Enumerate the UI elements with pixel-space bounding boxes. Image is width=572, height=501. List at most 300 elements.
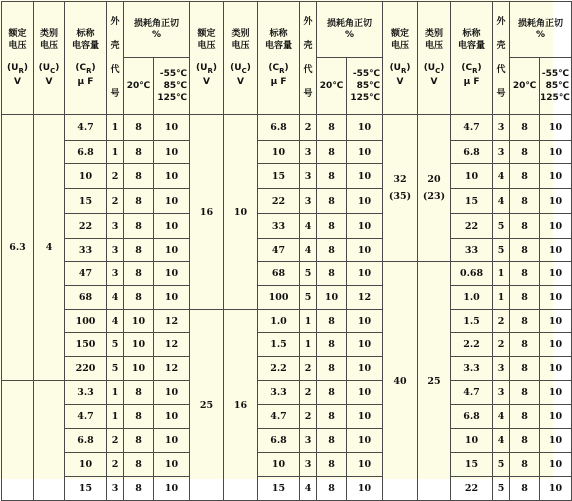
capacitance-cell: 0.68 (451, 262, 493, 286)
header-category-voltage-symbol (224, 62, 257, 77)
header-category-voltage (34, 2, 65, 115)
header-loss-20c-label: 20℃ (319, 80, 344, 91)
header-rated-voltage-symbol (190, 62, 223, 77)
header-nominal-capacitance-line1: 标称 (462, 28, 481, 39)
case-code-cell: 1 (107, 115, 124, 141)
capacitance-cell: 47 (65, 262, 107, 286)
loss-20c-cell: 8 (317, 381, 347, 405)
capacitance-cell: 10 (65, 164, 107, 189)
case-code-cell: 3 (107, 262, 124, 286)
loss-20c-cell: 8 (317, 239, 347, 262)
capacitance-cell: 3.3 (65, 381, 107, 405)
header-loss-tangent-unit: % (151, 29, 162, 40)
loss-20c-cell: 8 (124, 214, 154, 239)
loss-20c-cell: 8 (510, 286, 540, 310)
case-code-cell: 3 (107, 239, 124, 262)
loss-extreme-cell: 10 (540, 357, 572, 381)
case-code-cell: 2 (300, 381, 317, 405)
case-code-cell: 5 (493, 453, 510, 477)
header-rated-voltage-symbol-close: ) (23, 62, 28, 73)
capacitance-cell: 15 (258, 164, 300, 189)
header-nominal-capacitance-unit: μ F (77, 77, 94, 88)
loss-extreme-cell: 10 (347, 429, 383, 453)
loss-extreme-cell: 10 (347, 214, 383, 239)
capacitance-cell: 33 (65, 239, 107, 262)
loss-extreme-cell: 10 (540, 453, 572, 477)
table-row (2, 286, 572, 310)
loss-extreme-cell: 10 (347, 189, 383, 214)
loss-20c-cell: 8 (124, 381, 154, 405)
header-category-voltage-symbol-open: (U (423, 62, 436, 73)
case-code-cell: 3 (107, 477, 124, 501)
loss-20c-cell: 8 (510, 429, 540, 453)
case-code-cell: 5 (493, 214, 510, 239)
loss-extreme-cell: 10 (347, 164, 383, 189)
case-code-cell: 4 (107, 286, 124, 310)
loss-extreme-cell: 10 (154, 239, 190, 262)
header-rated-voltage-line2: 电压 (197, 40, 216, 51)
loss-20c-cell: 8 (317, 164, 347, 189)
capacitance-cell: 6.8 (65, 141, 107, 164)
loss-20c-cell: 8 (317, 214, 347, 239)
header-nominal-capacitance-symbol (258, 62, 299, 77)
loss-extreme-cell: 10 (540, 405, 572, 429)
loss-20c-cell: 8 (124, 239, 154, 262)
loss-extreme-cell: 10 (347, 405, 383, 429)
header-case-code (493, 2, 510, 115)
case-code-cell: 5 (107, 357, 124, 381)
loss-extreme-cell: 10 (540, 477, 572, 501)
header-nominal-capacitance-line2: 电容量 (265, 40, 293, 51)
loss-20c-cell: 8 (317, 429, 347, 453)
header-nominal-capacitance-unit: μ F (463, 77, 480, 88)
loss-extreme-cell: 10 (540, 310, 572, 333)
header-case-code-char: 代 (496, 65, 506, 75)
category-voltage-cell: 16 (224, 310, 258, 501)
header-loss-temps (154, 58, 190, 115)
loss-extreme-cell: 10 (154, 115, 190, 141)
loss-extreme-cell: 10 (154, 381, 190, 405)
capacitance-cell: 22 (65, 214, 107, 239)
case-code-cell: 5 (493, 477, 510, 501)
header-loss-temp-125: 125℃ (157, 93, 188, 103)
capacitance-cell: 4.7 (451, 381, 493, 405)
header-category-voltage-symbol-subscript: C (435, 66, 441, 75)
loss-extreme-cell: 10 (154, 262, 190, 286)
case-code-cell: 5 (300, 286, 317, 310)
header-loss-20c-label: 20℃ (126, 80, 151, 91)
capacitance-cell: 1.5 (451, 310, 493, 333)
loss-20c-cell: 8 (510, 477, 540, 501)
header-loss-tangent-title: 损耗角正切 (134, 18, 180, 29)
header-case-code-char: 外 (496, 17, 506, 27)
header-rated-voltage-unit: V (203, 77, 210, 88)
header-nominal-capacitance-line2: 电容量 (458, 40, 486, 51)
loss-20c-cell: 8 (510, 164, 540, 189)
capacitance-cell: 6.8 (451, 141, 493, 164)
header-case-code-char: 号 (303, 89, 313, 99)
category-voltage-cell: 10 (224, 115, 258, 310)
case-code-cell: 4 (493, 189, 510, 214)
case-code-cell: 2 (300, 115, 317, 141)
loss-20c-cell: 8 (510, 333, 540, 357)
loss-extreme-cell: 12 (154, 357, 190, 381)
header-rated-voltage-symbol (383, 62, 417, 77)
loss-20c-cell: 8 (510, 115, 540, 141)
capacitance-cell: 4.7 (65, 405, 107, 429)
header-rated-voltage-unit: V (396, 77, 404, 88)
header-category-voltage-symbol-close: ) (246, 62, 251, 73)
case-code-cell: 4 (300, 239, 317, 262)
header-nominal-capacitance (65, 2, 107, 115)
case-code-cell: 3 (300, 429, 317, 453)
case-code-cell: 3 (300, 453, 317, 477)
loss-extreme-cell: 10 (347, 381, 383, 405)
header-category-voltage-symbol-open: (U (230, 62, 242, 73)
case-code-cell: 3 (300, 141, 317, 164)
category-voltage-cell: 4 (34, 115, 65, 381)
header-rated-voltage-symbol-close: ) (406, 62, 411, 73)
capacitance-cell: 2.2 (258, 357, 300, 381)
loss-20c-cell: 8 (510, 310, 540, 333)
loss-20c-cell: 8 (510, 453, 540, 477)
capacitance-cell: 100 (258, 286, 300, 310)
loss-extreme-cell: 10 (347, 477, 383, 501)
header-category-voltage-unit: V (45, 77, 53, 88)
capacitance-cell: 10 (65, 453, 107, 477)
case-code-cell: 1 (300, 333, 317, 357)
header-category-voltage-symbol-open: (U (38, 62, 51, 73)
loss-extreme-cell: 10 (154, 429, 190, 453)
header-category-voltage-line2: 电压 (231, 40, 250, 51)
header-nominal-capacitance-symbol-subscript: R (279, 66, 285, 75)
header-rated-voltage-line1: 额定 (391, 28, 410, 39)
capacitance-cell: 150 (65, 333, 107, 357)
rated-voltage-cell: 25 (190, 310, 224, 501)
header-loss-20c (510, 58, 540, 115)
capacitance-cell: 6.8 (65, 429, 107, 453)
header-loss-temps (540, 58, 572, 115)
header-rated-voltage-symbol-subscript: R (18, 66, 24, 75)
loss-20c-cell: 8 (317, 141, 347, 164)
header-nominal-capacitance-line1: 标称 (269, 28, 288, 39)
loss-20c-cell: 10 (124, 357, 154, 381)
header-nominal-capacitance (258, 2, 300, 115)
loss-20c-cell: 8 (124, 453, 154, 477)
table-row (2, 381, 572, 405)
header-case-code-char: 代 (110, 65, 120, 75)
table-row (2, 141, 572, 164)
case-code-cell: 4 (300, 214, 317, 239)
loss-extreme-cell: 10 (540, 115, 572, 141)
loss-20c-cell: 10 (317, 286, 347, 310)
header-loss-temp-85: 85℃ (545, 81, 570, 91)
header-rated-voltage-symbol-close: ) (212, 62, 217, 73)
category-voltage-cell-alt-value: (23) (422, 191, 446, 202)
loss-extreme-cell: 10 (154, 477, 190, 501)
header-rated-voltage-line2: 电压 (391, 40, 410, 51)
table-row (2, 310, 572, 333)
table-row (2, 262, 572, 286)
header-loss-tangent (317, 2, 383, 58)
table-row (2, 453, 572, 477)
capacitance-cell: 6.8 (258, 115, 300, 141)
header-category-voltage-line1: 类别 (231, 28, 250, 39)
loss-20c-cell: 8 (317, 262, 347, 286)
table-row (2, 333, 572, 357)
header-loss-temp-85: 85℃ (163, 81, 188, 91)
capacitance-cell: 4.7 (451, 115, 493, 141)
header-case-code (107, 2, 124, 115)
capacitance-cell: 6.8 (451, 405, 493, 429)
header-nominal-capacitance-symbol-subscript: R (86, 66, 92, 75)
capacitance-cell: 6.8 (258, 429, 300, 453)
case-code-cell: 1 (493, 262, 510, 286)
loss-extreme-cell: 10 (540, 239, 572, 262)
capacitance-cell: 10 (258, 453, 300, 477)
header-category-voltage-unit: V (430, 77, 438, 88)
case-code-cell: 4 (493, 164, 510, 189)
loss-extreme-cell: 10 (540, 214, 572, 239)
header-category-voltage-symbol (418, 62, 450, 77)
header-nominal-capacitance-line2: 电容量 (71, 40, 99, 51)
capacitance-cell: 15 (258, 477, 300, 501)
case-code-cell: 3 (493, 381, 510, 405)
case-code-cell: 1 (107, 381, 124, 405)
header-loss-20c (124, 58, 154, 115)
case-code-cell: 3 (493, 357, 510, 381)
rated-voltage-cell-alt-value: (35) (388, 191, 412, 202)
case-code-cell: 2 (107, 189, 124, 214)
loss-extreme-cell: 10 (154, 214, 190, 239)
case-code-cell: 3 (107, 214, 124, 239)
loss-20c-cell: 8 (124, 164, 154, 189)
loss-20c-cell: 10 (124, 333, 154, 357)
header-loss-temp-125: 125℃ (540, 93, 570, 103)
capacitance-cell: 33 (451, 239, 493, 262)
loss-extreme-cell: 12 (347, 286, 383, 310)
loss-20c-cell: 8 (124, 429, 154, 453)
case-code-cell: 2 (107, 164, 124, 189)
header-nominal-capacitance-symbol-open: (C (461, 62, 473, 73)
loss-extreme-cell: 10 (540, 381, 572, 405)
header-case-code-char: 号 (110, 89, 120, 99)
header-case-code-char: 壳 (303, 41, 313, 51)
header-nominal-capacitance-symbol-open: (C (268, 62, 280, 73)
case-code-cell: 1 (493, 286, 510, 310)
loss-20c-cell: 8 (317, 115, 347, 141)
header-loss-temp-minus55: -55℃ (541, 69, 570, 79)
case-code-cell: 2 (493, 333, 510, 357)
case-code-cell: 2 (300, 405, 317, 429)
loss-20c-cell: 8 (510, 141, 540, 164)
loss-20c-cell: 8 (124, 115, 154, 141)
capacitance-cell: 15 (451, 453, 493, 477)
capacitance-cell: 22 (451, 477, 493, 501)
header-category-voltage-unit: V (237, 77, 244, 88)
capacitance-cell: 33 (258, 214, 300, 239)
loss-extreme-cell: 10 (347, 239, 383, 262)
header-category-voltage-symbol (34, 62, 64, 77)
rated-voltage-cell: 6.3 (2, 115, 34, 381)
capacitance-cell: 10 (451, 429, 493, 453)
loss-20c-cell: 8 (510, 239, 540, 262)
header-case-code-char: 壳 (496, 41, 506, 51)
header-category-voltage-line2: 电压 (425, 40, 444, 51)
loss-extreme-cell: 10 (540, 189, 572, 214)
header-rated-voltage-symbol (2, 62, 33, 77)
header-nominal-capacitance-symbol-close: ) (477, 62, 482, 73)
loss-20c-cell: 8 (317, 453, 347, 477)
capacitance-cell: 22 (258, 189, 300, 214)
case-code-cell: 1 (107, 405, 124, 429)
table-row (2, 164, 572, 189)
loss-20c-cell: 8 (510, 189, 540, 214)
loss-20c-cell: 8 (124, 405, 154, 429)
loss-extreme-cell: 10 (154, 164, 190, 189)
capacitance-cell: 3.3 (258, 381, 300, 405)
table-row (2, 357, 572, 381)
header-rated-voltage (190, 2, 224, 115)
capacitance-cell: 4.7 (258, 405, 300, 429)
loss-extreme-cell: 10 (540, 164, 572, 189)
table-row (2, 115, 572, 141)
capacitance-cell: 220 (65, 357, 107, 381)
header-loss-tangent-title: 损耗角正切 (518, 18, 564, 29)
rated-voltage-cell (383, 115, 418, 262)
loss-extreme-cell: 10 (347, 141, 383, 164)
loss-extreme-cell: 10 (154, 189, 190, 214)
header-loss-tangent-unit: % (345, 29, 355, 40)
header-nominal-capacitance-symbol-subscript: R (472, 66, 478, 75)
table-row (2, 239, 572, 262)
loss-20c-cell: 8 (124, 286, 154, 310)
loss-extreme-cell: 10 (347, 357, 383, 381)
header-loss-tangent (510, 2, 572, 58)
header-case-code-char: 代 (303, 65, 313, 75)
header-category-voltage-symbol-subscript: C (50, 66, 56, 75)
loss-extreme-cell: 10 (540, 429, 572, 453)
loss-20c-cell: 8 (510, 357, 540, 381)
loss-extreme-cell: 10 (540, 286, 572, 310)
loss-extreme-cell: 10 (347, 262, 383, 286)
case-code-cell: 4 (300, 477, 317, 501)
header-rated-voltage-unit: V (14, 77, 21, 88)
case-code-cell: 3 (493, 115, 510, 141)
capacitance-cell: 10 (258, 141, 300, 164)
loss-extreme-cell: 10 (540, 333, 572, 357)
case-code-cell: 4 (493, 429, 510, 453)
capacitance-cell: 68 (65, 286, 107, 310)
loss-extreme-cell: 12 (154, 333, 190, 357)
case-code-cell: 1 (107, 141, 124, 164)
loss-20c-cell: 8 (317, 405, 347, 429)
loss-extreme-cell: 10 (154, 286, 190, 310)
loss-extreme-cell: 10 (154, 453, 190, 477)
header-rated-voltage-line2: 电压 (8, 40, 27, 51)
header-nominal-capacitance-symbol-close: ) (91, 62, 96, 73)
case-code-cell: 5 (107, 333, 124, 357)
case-code-cell: 4 (493, 405, 510, 429)
loss-extreme-cell: 10 (540, 262, 572, 286)
header-case-code-char: 外 (303, 17, 313, 27)
case-code-cell: 5 (300, 262, 317, 286)
header-nominal-capacitance-symbol-close: ) (284, 62, 289, 73)
loss-20c-cell: 8 (124, 262, 154, 286)
header-nominal-capacitance-line1: 标称 (76, 28, 95, 39)
header-rated-voltage (2, 2, 34, 115)
loss-20c-cell: 10 (124, 310, 154, 333)
capacitance-cell: 3.3 (451, 357, 493, 381)
header-rated-voltage-symbol-subscript: R (400, 66, 407, 75)
header-category-voltage (224, 2, 258, 115)
header-rated-voltage-symbol-open: (U (389, 62, 401, 73)
capacitance-cell: 15 (451, 189, 493, 214)
case-code-cell: 2 (493, 310, 510, 333)
rated-voltage-cell: 16 (190, 115, 224, 310)
capacitor-spec-table (1, 1, 572, 501)
category-voltage-cell-value: 20 (427, 174, 441, 185)
capacitance-cell: 1.5 (258, 333, 300, 357)
category-voltage-cell-empty (34, 381, 65, 501)
header-loss-temp-125: 125℃ (350, 93, 381, 103)
loss-20c-cell: 8 (317, 189, 347, 214)
loss-20c-cell: 8 (124, 189, 154, 214)
capacitance-cell: 22 (451, 214, 493, 239)
capacitance-cell: 2.2 (451, 333, 493, 357)
table-row (2, 429, 572, 453)
case-code-cell: 3 (300, 189, 317, 214)
capacitance-cell: 1.0 (258, 310, 300, 333)
loss-20c-cell: 8 (510, 214, 540, 239)
header-rated-voltage (383, 2, 418, 115)
loss-extreme-cell: 10 (154, 405, 190, 429)
loss-extreme-cell: 10 (347, 453, 383, 477)
loss-20c-cell: 8 (510, 262, 540, 286)
capacitance-cell: 47 (258, 239, 300, 262)
header-loss-temp-minus55: -55℃ (159, 69, 188, 79)
header-case-code-char: 壳 (110, 41, 120, 51)
header-nominal-capacitance-symbol-open: (C (75, 62, 87, 73)
capacitance-cell: 68 (258, 262, 300, 286)
case-code-cell: 2 (107, 429, 124, 453)
header-category-voltage-line2: 电压 (39, 40, 58, 51)
case-code-cell: 2 (300, 357, 317, 381)
table-row (2, 405, 572, 429)
header-category-voltage-symbol-close: ) (55, 62, 60, 73)
loss-extreme-cell: 10 (540, 141, 572, 164)
capacitance-cell: 1.0 (451, 286, 493, 310)
rated-voltage-cell-value: 32 (393, 174, 407, 185)
loss-20c-cell: 8 (510, 405, 540, 429)
table-row (2, 189, 572, 214)
header-nominal-capacitance (451, 2, 493, 115)
table-row (2, 477, 572, 501)
header-loss-tangent (124, 2, 190, 58)
case-code-cell: 2 (107, 453, 124, 477)
header-category-voltage-symbol-subscript: C (241, 66, 247, 75)
category-voltage-cell: 25 (418, 262, 451, 501)
rated-voltage-cell: 40 (383, 262, 418, 501)
header-nominal-capacitance-symbol (65, 62, 106, 77)
capacitance-cell: 15 (65, 477, 107, 501)
loss-20c-cell: 8 (317, 310, 347, 333)
header-loss-temp-85: 85℃ (356, 81, 381, 91)
loss-extreme-cell: 10 (347, 115, 383, 141)
table-row (2, 214, 572, 239)
loss-20c-cell: 8 (510, 381, 540, 405)
loss-20c-cell: 8 (317, 477, 347, 501)
